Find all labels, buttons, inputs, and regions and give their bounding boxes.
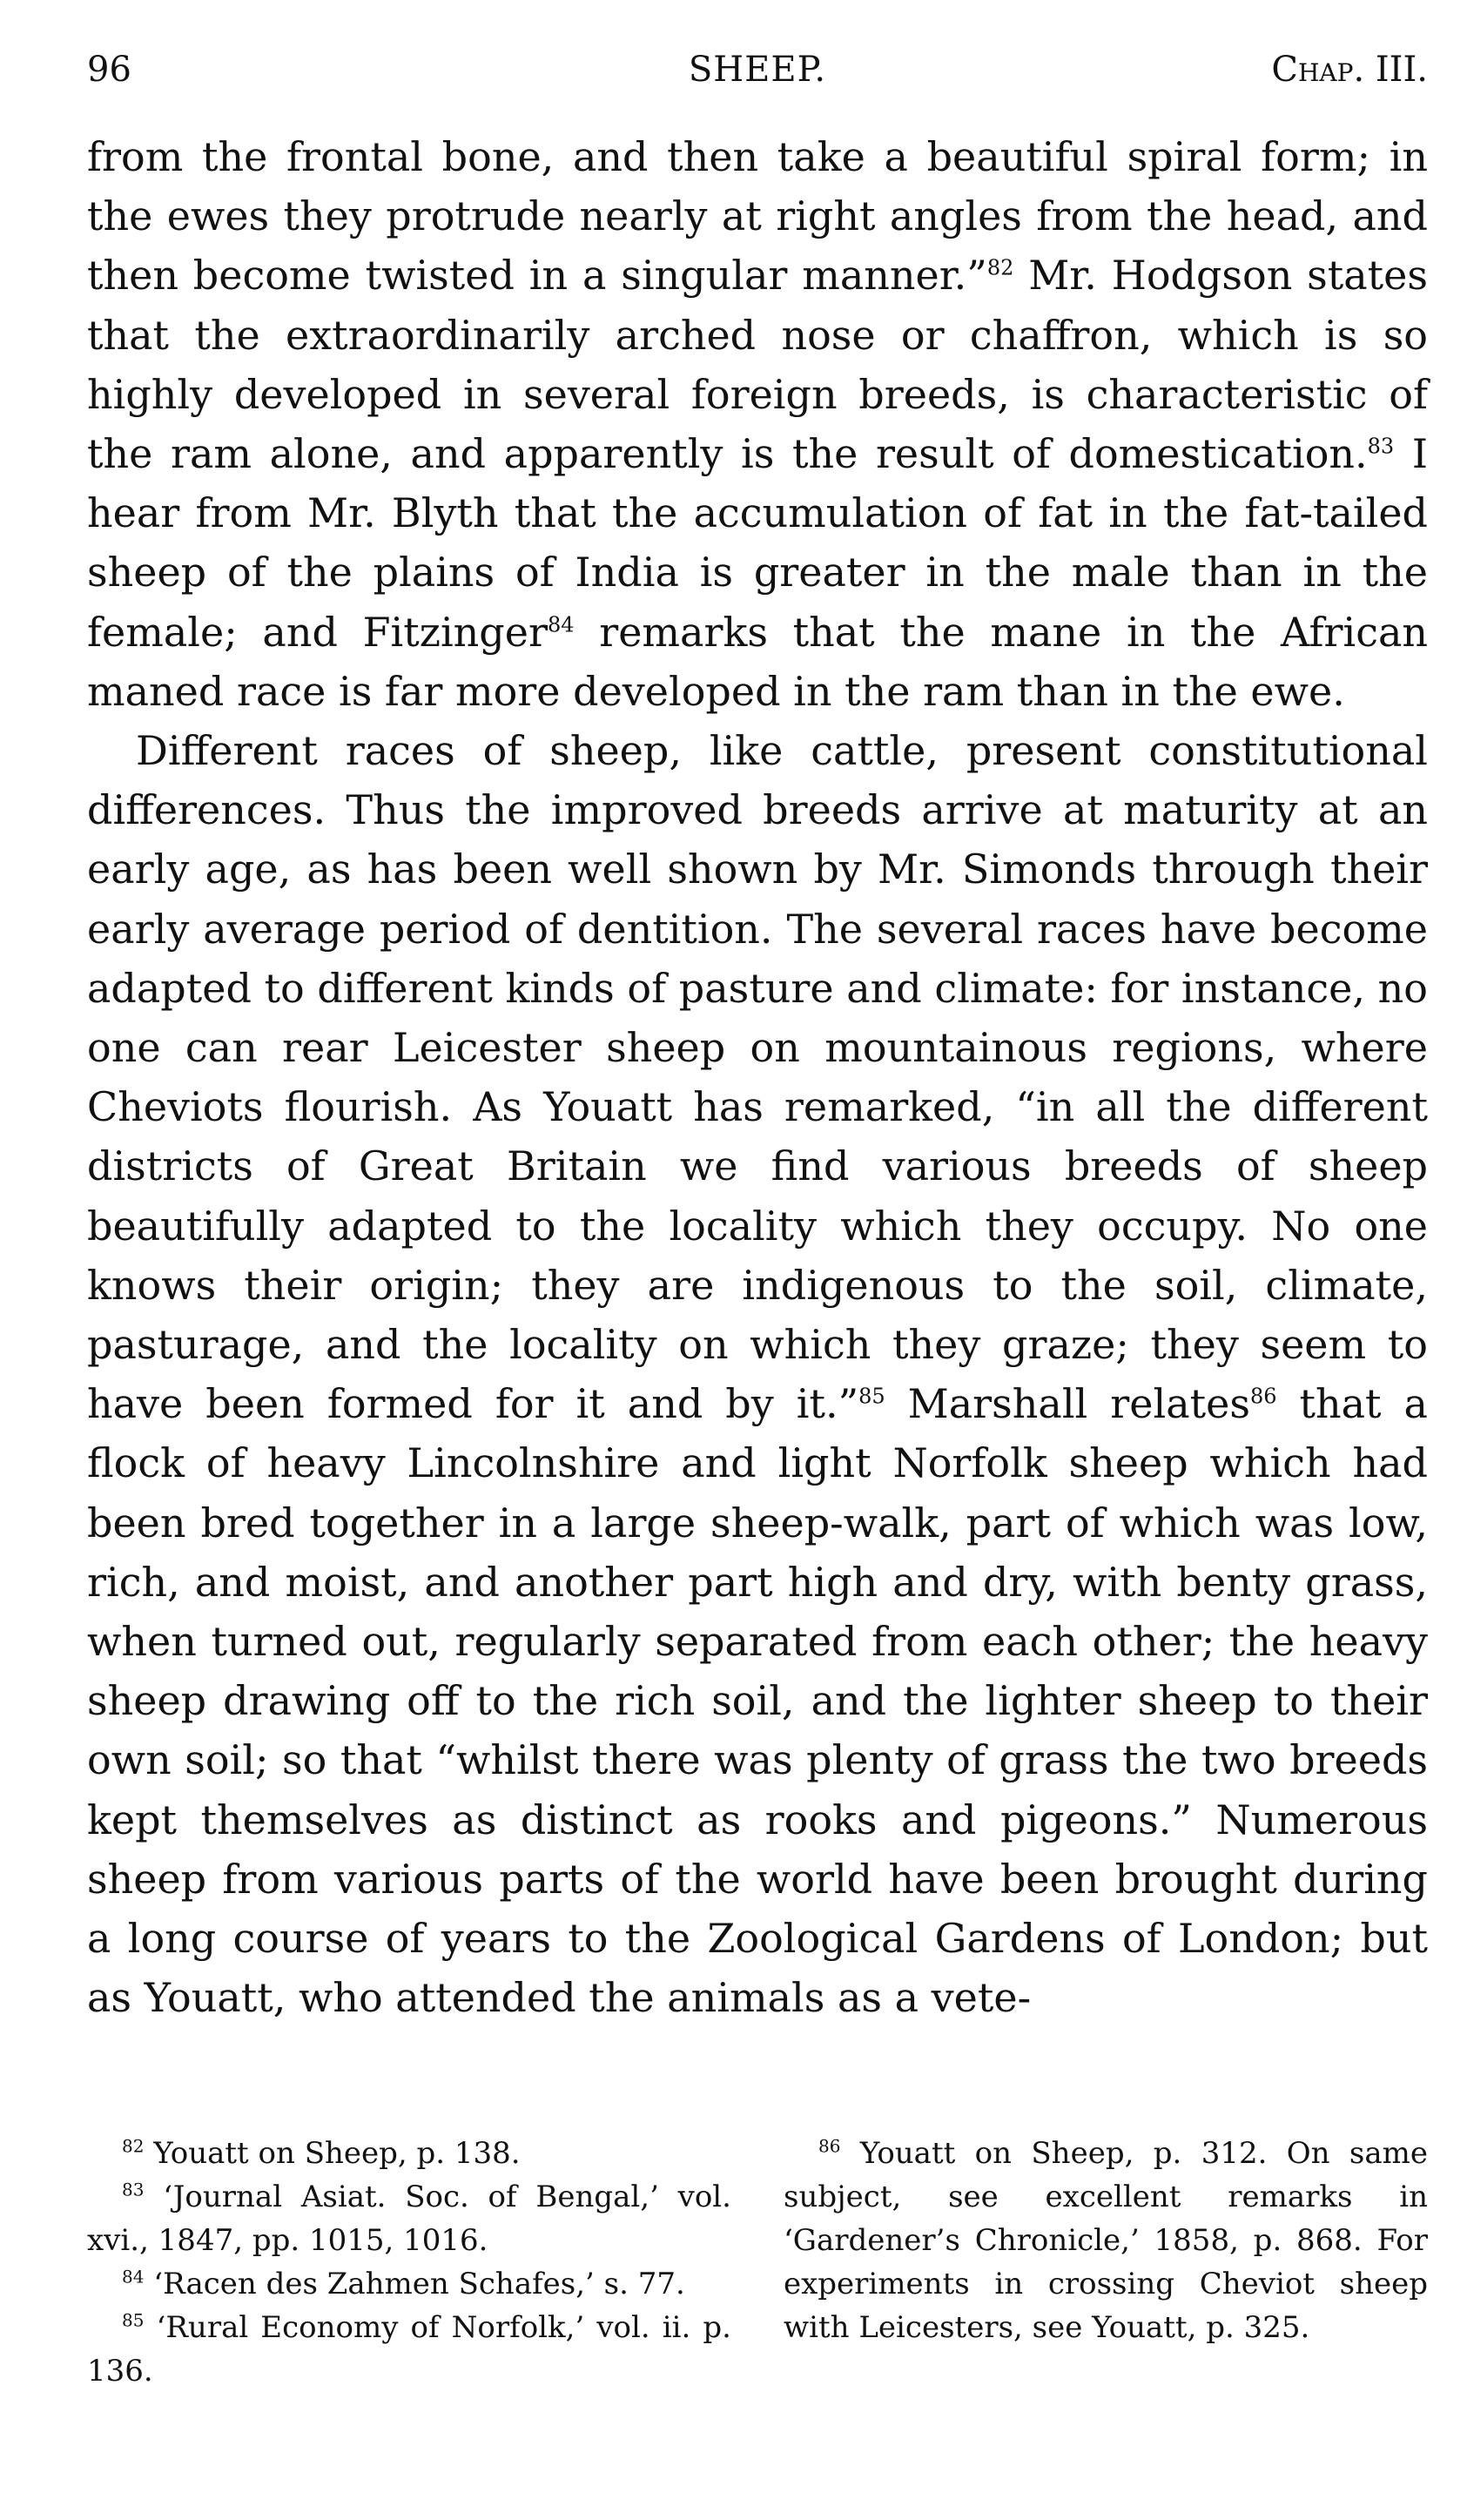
footnote-text: Youatt on Sheep, p. 138.	[144, 2136, 521, 2171]
footnotes-right-column	[784, 2132, 1428, 2393]
footnote-number: 86	[818, 2135, 841, 2157]
running-title: SHEEP.	[688, 50, 827, 90]
footnote	[87, 2175, 731, 2262]
footnote	[87, 2262, 731, 2306]
text-run: that a flock of heavy Lincolnshire and light Norfolk sheep which had been bred together in a large sheep-walk, part of which was low, rich, and moist, and another part high and dry, with benty grass, when turned out, regularly separated from each other; the heavy sheep drawing off to the rich soil, and the lighter sheep to their own soil; so that “whilst there was plenty of grass the two breeds kept themselves as distinct as rooks and pigeons.” Numerous sheep from various parts of the world have been brought during a long course of years to the Zoological Gardens of London; but as Youatt, who attended the animals as a vete-	[87, 1380, 1428, 2022]
footnote-text: ‘Journal Asiat. Soc. of Bengal,’ vol. xvi., 1847, pp. 1015, 1016.	[87, 2180, 731, 2258]
footnote-text: Youatt on Sheep, p. 312. On same subject, see excellent remarks in ‘Gardener’s Chronicle,’ 1858, p. 868. For experiments in crossing Cheviot sheep with Leicesters, see Youatt, p. 325.	[784, 2136, 1428, 2345]
text-run: I hear from Mr. Blyth that the accumulation of fat in the fat-tailed sheep of the plains of India is greater in the male than in the female; and Fitzinger	[87, 430, 1428, 656]
footnote-ref: 82	[986, 256, 1014, 281]
footnote-number: 85	[122, 2309, 145, 2331]
text-run: Different races of sheep, like cattle, present constitutional differences. Thus the improved breeds arrive at maturity at an early age, as has been well shown by Mr. Simonds through their early average period of dentition. The several races have become adapted to different kinds of pasture and climate: for instance, no one can rear Leicester sheep on mountainous regions, where Cheviots flourish. As Youatt has remarked, “in all the different districts of Great Britain we find various breeds of sheep beautifully adapted to the locality which they occupy. No one knows their origin; they are indigenous to the soil, climate, pasturage, and the locality on which they graze; they seem to have been formed for it and by it.”	[87, 727, 1428, 1428]
text-run: Marshall relates	[885, 1380, 1250, 1428]
footnote	[784, 2132, 1428, 2349]
running-header	[87, 44, 1428, 96]
paragraph	[87, 127, 1428, 721]
body-text	[87, 127, 1428, 2028]
text-run: remarks that the mane in the African maned race is far more developed in the ram than in the ewe.	[87, 608, 1429, 715]
footnotes	[87, 2132, 1428, 2393]
text-run: Mr. Hodgson states that the extraordinarily arched nose or chaffron, which is so highly developed in several foreign breeds, is characteristic of the ram alone, and apparently is the result of domestication.	[87, 252, 1428, 478]
footnote-ref: 84	[547, 612, 575, 637]
footnote-number: 84	[122, 2266, 145, 2288]
text-run: from the frontal bone, and then take a beautiful spiral form; in the ewes they protrude nearly at right angles from the head, and then become twisted in a singular manner.”	[87, 133, 1428, 300]
footnote-ref: 85	[858, 1384, 885, 1409]
footnote-ref: 83	[1367, 434, 1395, 459]
footnote-text: ‘Rural Economy of Norfolk,’ vol. ii. p. 136.	[87, 2310, 731, 2389]
page-number: 96	[87, 50, 131, 90]
chapter-label: Chap. III.	[1271, 50, 1428, 90]
footnote-number: 83	[122, 2179, 145, 2200]
footnote	[87, 2306, 731, 2393]
footnotes-left-column	[87, 2132, 731, 2393]
footnote	[87, 2132, 731, 2175]
footnote-text: ‘Racen des Zahmen Schafes,’ s. 77.	[144, 2267, 685, 2301]
book-page	[87, 44, 1429, 2389]
paragraph	[87, 721, 1428, 2027]
footnote-number: 82	[122, 2135, 145, 2157]
footnote-ref: 86	[1249, 1384, 1277, 1409]
